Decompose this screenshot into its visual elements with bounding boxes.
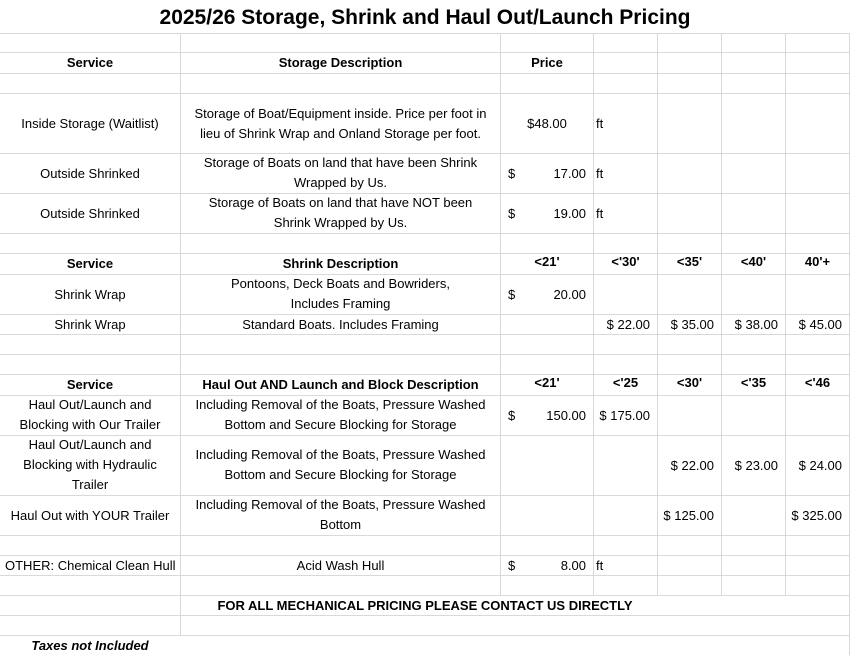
haul-row-price: $ 175.00 — [599, 407, 650, 423]
storage-row-currency: $ — [508, 165, 516, 181]
haul-row-service-line: Blocking with Hydraulic — [23, 457, 157, 472]
haul-row-currency: $ — [508, 407, 516, 423]
haul-row-description-line: Including Removal of the Boats, Pressure Washed — [195, 447, 486, 462]
storage-row-description-line: Storage of Boats on land that have NOT been — [208, 195, 473, 210]
haul-row-price: $ 24.00 — [798, 457, 842, 473]
haul-row-description-line: Including Removal of the Boats, Pressure Washed — [195, 397, 486, 412]
taxes-note: Taxes not Included — [31, 637, 149, 653]
other-description: Acid Wash Hull — [296, 557, 385, 573]
haul-row-description-line: Bottom — [319, 517, 362, 532]
other-price: 8.00 — [560, 557, 586, 573]
shrink-size-header: <40' — [740, 254, 767, 269]
haul-size-header: <'46 — [804, 375, 831, 390]
haul-row-description-line: Including Removal of the Boats, Pressure Washed — [195, 497, 486, 512]
storage-row-unit: ft — [596, 165, 604, 181]
storage-row-price: 17.00 — [553, 165, 586, 181]
haul-size-header: <30' — [676, 375, 703, 390]
haul-row-description-line: Bottom and Secure Blocking for Storage — [224, 417, 457, 432]
haul-size-header: <21' — [534, 375, 560, 390]
shrink-service-header: Service — [66, 256, 114, 271]
storage-row-description-line: Storage of Boat/Equipment inside. Price per foot in — [194, 106, 487, 121]
other-service: OTHER: Chemical Clean Hull — [5, 557, 176, 573]
haul-row-service-line: Blocking with Our Trailer — [19, 417, 161, 432]
shrink-row-price: $ 38.00 — [734, 316, 778, 332]
haul-size-header: <'35 — [740, 375, 767, 390]
shrink-size-header: <35' — [676, 254, 703, 269]
shrink-row-price: $ 22.00 — [606, 316, 650, 332]
storage-row-description-line: Wrapped by Us. — [294, 175, 387, 190]
other-unit: ft — [596, 557, 604, 573]
shrink-row-price: $ 35.00 — [670, 316, 714, 332]
shrink-size-header: <'30' — [611, 254, 640, 269]
mechanical-pricing-note: FOR ALL MECHANICAL PRICING PLEASE CONTACT US DIRECTLY — [217, 597, 633, 613]
shrink-row-currency: $ — [508, 286, 516, 302]
haul-description-header: Haul Out AND Launch and Block Description — [202, 377, 479, 392]
page-title: 2025/26 Storage, Shrink and Haul Out/Launch Pricing — [159, 6, 691, 29]
haul-row-service-line: Haul Out/Launch and — [28, 397, 152, 412]
haul-service-header: Service — [66, 377, 114, 392]
storage-row-unit: ft — [596, 205, 604, 221]
shrink-row-price: $ 45.00 — [798, 316, 842, 332]
storage-row-service: Inside Storage (Waitlist) — [21, 115, 159, 131]
shrink-row-description-line: Includes Framing — [290, 296, 391, 311]
storage-row-service: Outside Shrinked — [40, 205, 140, 221]
shrink-row-service: Shrink Wrap — [54, 316, 126, 332]
storage-row-description-line: Shrink Wrapped by Us. — [273, 215, 408, 230]
haul-row-description-line: Bottom and Secure Blocking for Storage — [224, 467, 457, 482]
haul-row-price: $ 325.00 — [791, 507, 842, 523]
shrink-size-header: <21' — [534, 254, 560, 269]
haul-row-service: Haul Out with YOUR Trailer — [10, 507, 170, 523]
storage-row-unit: ft — [596, 115, 604, 131]
storage-row-price: 19.00 — [553, 205, 586, 221]
storage-row-currency: $ — [508, 205, 516, 221]
storage-price-header: Price — [531, 55, 563, 70]
haul-row-price: $ 125.00 — [663, 507, 714, 523]
haul-row-price: $ 23.00 — [734, 457, 778, 473]
haul-row-service-line: Trailer — [71, 477, 109, 492]
haul-row-price: 150.00 — [546, 407, 586, 423]
shrink-description-header: Shrink Description — [282, 256, 399, 271]
storage-row-description-line: lieu of Shrink Wrap and Onland Storage per foot. — [200, 126, 481, 141]
shrink-row-description-line: Pontoons, Deck Boats and Bowriders, — [231, 276, 450, 291]
storage-description-header: Storage Description — [278, 55, 403, 70]
shrink-size-header: 40'+ — [804, 254, 831, 269]
haul-row-service-line: Haul Out/Launch and — [28, 437, 152, 452]
shrink-row-description: Standard Boats. Includes Framing — [242, 316, 439, 332]
storage-service-header: Service — [66, 55, 114, 70]
storage-row-description-line: Storage of Boats on land that have been Shrink — [203, 155, 478, 170]
haul-size-header: <'25 — [612, 375, 639, 390]
shrink-row-service: Shrink Wrap — [54, 286, 126, 302]
storage-row-price: $48.00 — [527, 115, 567, 131]
storage-row-service: Outside Shrinked — [40, 165, 140, 181]
shrink-row-price: 20.00 — [553, 286, 586, 302]
other-currency: $ — [508, 557, 516, 573]
haul-row-price: $ 22.00 — [670, 457, 714, 473]
